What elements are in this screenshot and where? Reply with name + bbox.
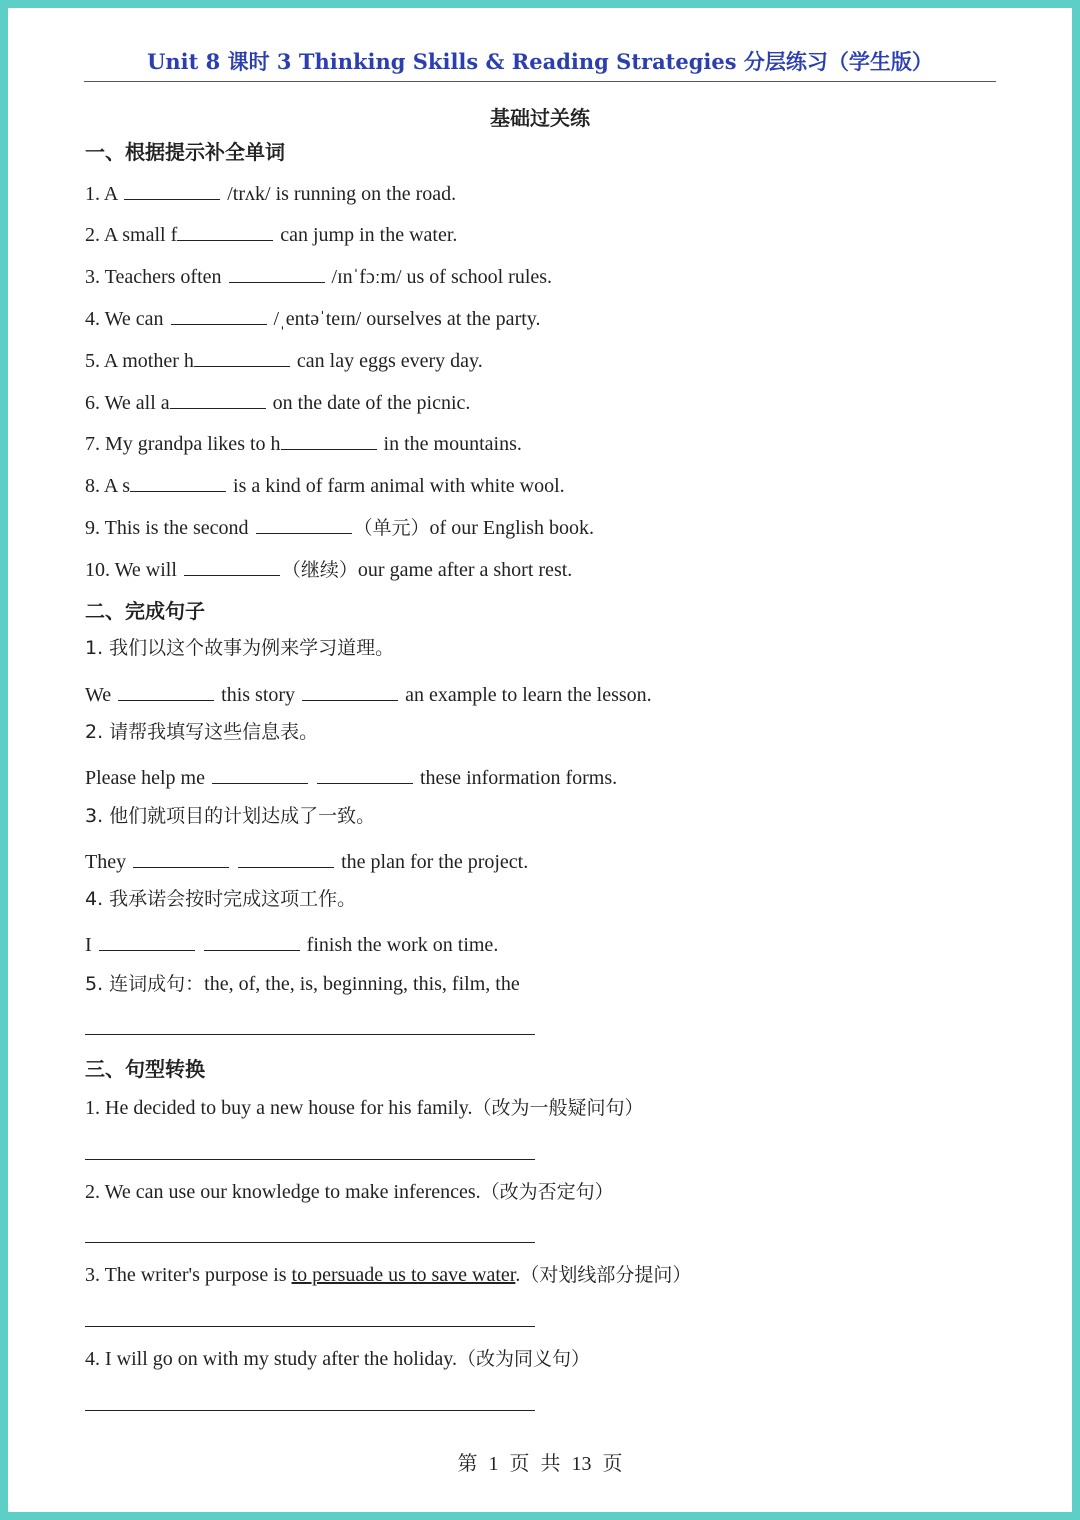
answer-blank[interactable] xyxy=(133,849,229,868)
header-rule xyxy=(84,81,996,82)
answer-blank[interactable] xyxy=(124,181,220,200)
answer-blank[interactable] xyxy=(281,431,377,450)
answer-line[interactable] xyxy=(85,1034,535,1035)
s1-item-2: 2. A small f can jump in the water. xyxy=(85,224,458,246)
s2-item-5-question: 5. 连词成句：the, of, the, is, beginning, this, film, the xyxy=(85,973,520,995)
s2-item-4-question: 4. 我承诺会按时完成这项工作。 xyxy=(85,888,357,910)
page-header-title: Unit 8 课时 3 Thinking Skills & Reading Strategies 分层练习（学生版） xyxy=(147,49,933,74)
s1-item-7: 7. My grandpa likes to h in the mountains. xyxy=(85,433,522,455)
worksheet-page xyxy=(8,8,1072,1512)
answer-blank[interactable] xyxy=(238,849,334,868)
answer-blank[interactable] xyxy=(229,264,325,283)
s1-item-8: 8. A s is a kind of farm animal with white wool. xyxy=(85,475,565,497)
s1-item-5: 5. A mother h can lay eggs every day. xyxy=(85,350,483,372)
page-number-footer: 第 1 页 共 13 页 xyxy=(457,1453,623,1475)
answer-blank[interactable] xyxy=(184,557,280,576)
page-subtitle: 基础过关练 xyxy=(490,106,590,130)
answer-line[interactable] xyxy=(85,1242,535,1243)
answer-blank[interactable] xyxy=(99,932,195,951)
s2-item-3-question: 3. 他们就项目的计划达成了一致。 xyxy=(85,805,376,827)
s2-item-2-answer: Please help me these information forms. xyxy=(85,767,618,789)
s2-item-2-question: 2. 请帮我填写这些信息表。 xyxy=(85,721,319,743)
s1-item-10: 10. We will （继续）our game after a short rest. xyxy=(85,559,573,581)
answer-blank[interactable] xyxy=(317,765,413,784)
answer-blank[interactable] xyxy=(204,932,300,951)
s2-item-4-answer: I finish the work on time. xyxy=(85,934,499,956)
s1-item-9: 9. This is the second （单元）of our English book. xyxy=(85,517,594,539)
s1-item-4: 4. We can /ˌentəˈteɪn/ ourselves at the party. xyxy=(85,308,541,330)
answer-blank[interactable] xyxy=(177,222,273,241)
s2-item-3-answer: They the plan for the project. xyxy=(85,851,529,873)
s3-item-2: 2. We can use our knowledge to make inferences.（改为否定句） xyxy=(85,1181,614,1203)
section-3-title: 三、句型转换 xyxy=(85,1057,205,1081)
answer-blank[interactable] xyxy=(194,348,290,367)
s1-item-1: 1. A /trʌk/ is running on the road. xyxy=(85,183,457,205)
section-2-title: 二、完成句子 xyxy=(85,599,205,623)
answer-blank[interactable] xyxy=(171,306,267,325)
answer-blank[interactable] xyxy=(302,682,398,701)
s1-item-3: 3. Teachers often /ɪnˈfɔːm/ us of school rules. xyxy=(85,266,553,288)
answer-blank[interactable] xyxy=(118,682,214,701)
answer-blank[interactable] xyxy=(256,515,352,534)
s2-item-1-answer: We this story an example to learn the lesson. xyxy=(85,684,652,706)
s3-item-4: 4. I will go on with my study after the holiday.（改为同义句） xyxy=(85,1348,590,1370)
answer-blank[interactable] xyxy=(130,473,226,492)
s1-item-6: 6. We all a on the date of the picnic. xyxy=(85,392,471,414)
answer-blank[interactable] xyxy=(212,765,308,784)
answer-blank[interactable] xyxy=(170,390,266,409)
answer-line[interactable] xyxy=(85,1326,535,1327)
s3-item-3: 3. The writer's purpose is to persuade us to save water.（对划线部分提问） xyxy=(85,1264,692,1286)
section-1-title: 一、根据提示补全单词 xyxy=(85,140,285,164)
s3-item-1: 1. He decided to buy a new house for his family.（改为一般疑问句） xyxy=(85,1097,644,1119)
answer-line[interactable] xyxy=(85,1159,535,1160)
answer-line[interactable] xyxy=(85,1410,535,1411)
s2-item-1-question: 1. 我们以这个故事为例来学习道理。 xyxy=(85,637,395,659)
underlined-phrase: to persuade us to save water xyxy=(291,1264,516,1286)
